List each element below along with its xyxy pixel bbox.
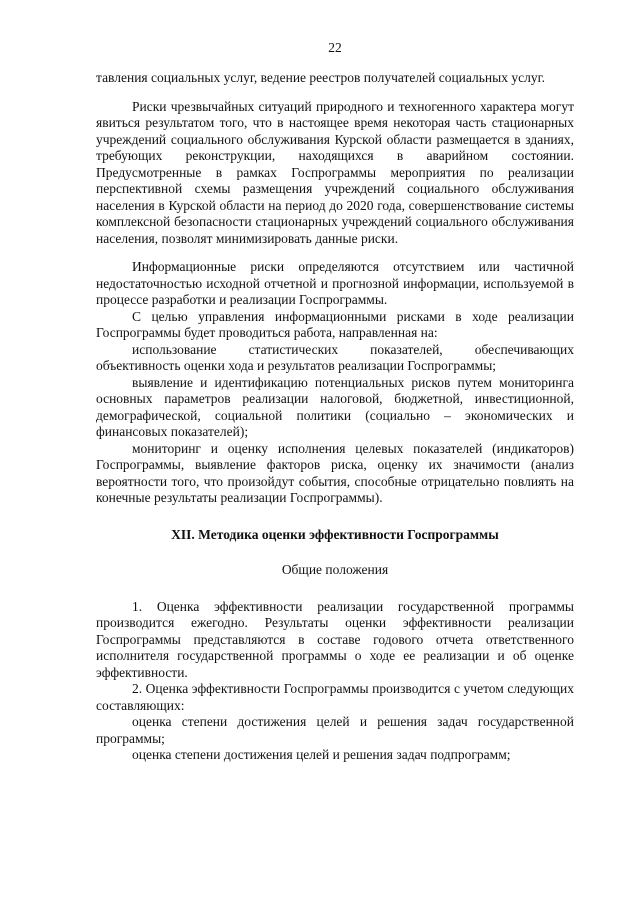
- paragraph: 2. Оценка эффективности Госпрограммы производится с учетом следующих составляющих:: [96, 681, 574, 713]
- paragraph: оценка степени достижения целей и решения задач государственной программы;: [96, 714, 574, 746]
- paragraph: С целью управления информационными рисками в ходе реализации Госпрограммы будет проводиться работа, направленная на:: [96, 308, 574, 340]
- paragraph: 1. Оценка эффективности реализации государственной программы производится ежегодно. Результаты оценки эффективности реализации Госпрограммы представляются в составе годового отчета ответственного исполнителя государственной программы о ходе ее реализации и об оценке эффективности.: [96, 598, 574, 680]
- paragraph: выявление и идентификацию потенциальных рисков путем мониторинга основных параметров реализации налоговой, бюджетной, инвестиционной, демографической, социальной политики (социально – экономических и финансовых показателей);: [96, 374, 574, 439]
- paragraph: оценка степени достижения целей и решения задач подпрограмм;: [132, 747, 511, 762]
- paragraph: мониторинг и оценку исполнения целевых показателей (индикаторов) Госпрограммы, выявление факторов риска, оценку их значимости (анализ вероятности того, что произойдут события, способные отрицательно повлиять на конечные результаты реализации Госпрограммы).: [96, 440, 574, 505]
- document-page: [96, 40, 574, 764]
- paragraph: тавления социальных услуг, ведение реестров получателей социальных услуг.: [96, 70, 545, 85]
- paragraph: использование статистических показателей, обеспечивающих объективность оценки хода и результатов реализации Госпрограммы;: [96, 341, 574, 373]
- sub-heading: Общие положения: [281, 562, 389, 577]
- page-number: 22: [328, 40, 342, 55]
- section-heading: XII. Методика оценки эффективности Госпрограммы: [171, 526, 499, 542]
- paragraph: Информационные риски определяются отсутствием или частичной недостаточностью исходной отчетной и прогнозной информации, используемой в процессе разработки и реализации Госпрограммы.: [96, 259, 574, 307]
- paragraph: Риски чрезвычайных ситуаций природного и техногенного характера могут явиться результатом того, что в настоящее время некоторая часть стационарных учреждений социального обслуживания Курской области размещается в зданиях, требующих реконструкции, находящихся в аварийном состоянии. Предусмотренные в рамках Госпрограммы мероприятия по реализации перспективной схемы размещения учреждений социального обслуживания населения в Курской области на период до 2020 года, совершенствование системы комплексной безопасности стационарных учреждений социального обслуживания населения, позволят минимизировать данные риски.: [96, 98, 574, 246]
